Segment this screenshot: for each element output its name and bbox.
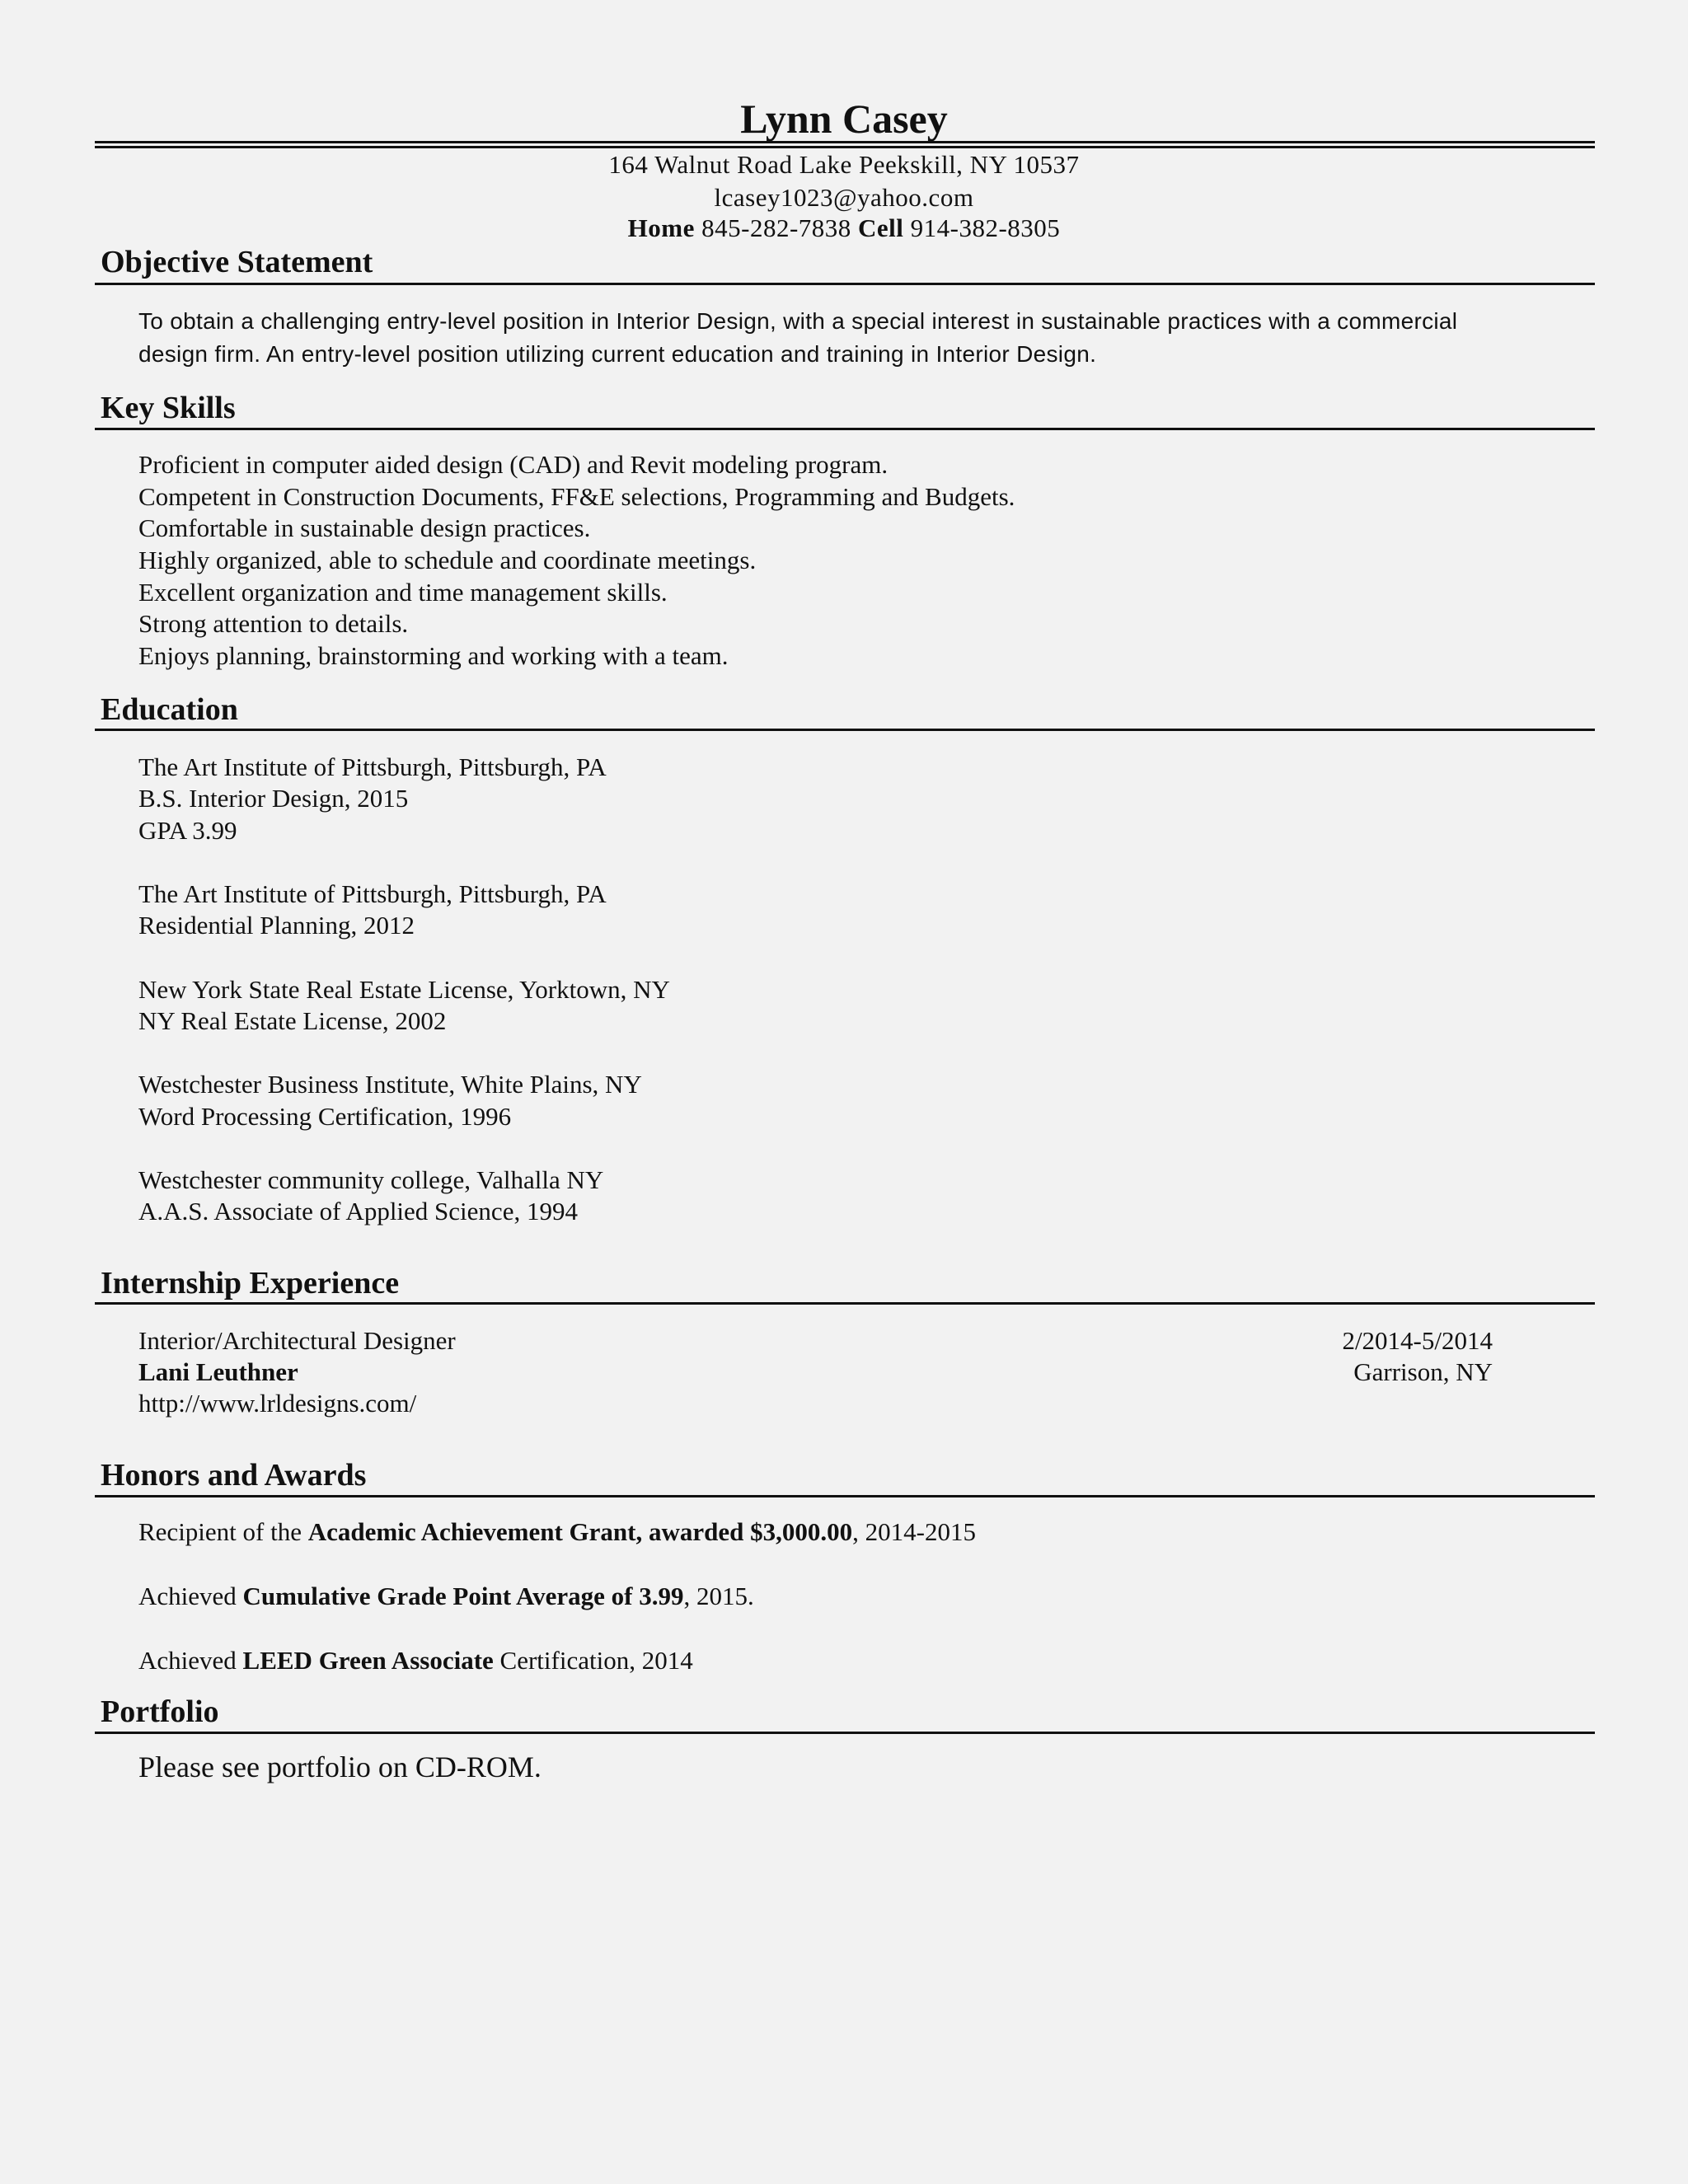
award-text: Achieved bbox=[138, 1646, 243, 1675]
skill-item: Competent in Construction Documents, FF&E selections, Programming and Budgets. bbox=[138, 482, 1015, 511]
objective-line-2: design firm. An entry-level position utilizing current education and training in Interior Design. bbox=[138, 341, 1097, 367]
award-text: , 2014-2015 bbox=[852, 1517, 976, 1546]
phone-line bbox=[0, 212, 1688, 245]
skill-item: Proficient in computer aided design (CAD) and Revit modeling program. bbox=[138, 450, 889, 479]
education-school: The Art Institute of Pittsburgh, Pittsburgh, PA bbox=[138, 752, 607, 781]
skill-item: Strong attention to details. bbox=[138, 609, 409, 638]
skill-item: Excellent organization and time management skills. bbox=[138, 578, 668, 607]
skills-rule bbox=[95, 428, 1595, 430]
education-gpa: GPA 3.99 bbox=[138, 816, 237, 845]
award-item bbox=[138, 1580, 754, 1612]
education-rule bbox=[95, 729, 1595, 731]
award-highlight: Academic Achievement Grant, awarded $3,000.00 bbox=[307, 1517, 853, 1546]
education-school: New York State Real Estate License, Yorktown, NY bbox=[138, 975, 670, 1004]
objective-heading: Objective Statement bbox=[101, 245, 373, 279]
internship-rule bbox=[95, 1302, 1595, 1305]
internship-location: Garrison, NY bbox=[1353, 1357, 1493, 1386]
education-school: Westchester community college, Valhalla NY bbox=[138, 1165, 604, 1194]
award-text: Recipient of the bbox=[138, 1517, 308, 1546]
award-text: Achieved bbox=[138, 1582, 243, 1610]
portfolio-heading: Portfolio bbox=[101, 1694, 219, 1729]
skills-heading: Key Skills bbox=[101, 391, 236, 425]
home-phone: 845-282-7838 bbox=[701, 213, 851, 242]
education-degree: Word Processing Certification, 1996 bbox=[138, 1102, 512, 1131]
cell-label: Cell bbox=[858, 213, 904, 242]
email-line: lcasey1023@yahoo.com bbox=[714, 183, 974, 212]
skill-item: Comfortable in sustainable design practices. bbox=[138, 513, 591, 542]
skill-item: Highly organized, able to schedule and coordinate meetings. bbox=[138, 546, 757, 574]
address-line: 164 Walnut Road Lake Peekskill, NY 10537 bbox=[608, 150, 1080, 179]
education-degree: Residential Planning, 2012 bbox=[138, 911, 415, 940]
internship-dates: 2/2014-5/2014 bbox=[1342, 1326, 1493, 1355]
award-highlight: Cumulative Grade Point Average of 3.99 bbox=[242, 1582, 684, 1610]
education-degree: B.S. Interior Design, 2015 bbox=[138, 784, 409, 813]
education-school: The Art Institute of Pittsburgh, Pittsburgh, PA bbox=[138, 879, 607, 908]
education-heading: Education bbox=[101, 692, 238, 727]
award-item bbox=[138, 1644, 693, 1676]
portfolio-rule bbox=[95, 1732, 1595, 1734]
objective-rule bbox=[95, 283, 1595, 285]
internship-employer: Lani Leuthner bbox=[138, 1357, 298, 1386]
internship-title: Interior/Architectural Designer bbox=[138, 1326, 456, 1355]
education-degree: A.A.S. Associate of Applied Science, 1994 bbox=[138, 1197, 578, 1226]
internship-url: http://www.lrldesigns.com/ bbox=[138, 1389, 417, 1418]
home-label: Home bbox=[627, 213, 695, 242]
honors-heading: Honors and Awards bbox=[101, 1458, 367, 1493]
honors-rule bbox=[95, 1495, 1595, 1497]
cell-phone: 914-382-8305 bbox=[910, 213, 1061, 242]
skill-item: Enjoys planning, brainstorming and working with a team. bbox=[138, 641, 729, 670]
education-school: Westchester Business Institute, White Plains, NY bbox=[138, 1070, 642, 1099]
header-double-rule bbox=[95, 141, 1595, 148]
portfolio-text: Please see portfolio on CD-ROM. bbox=[138, 1750, 542, 1783]
internship-heading: Internship Experience bbox=[101, 1266, 400, 1301]
award-item bbox=[138, 1516, 976, 1548]
education-degree: NY Real Estate License, 2002 bbox=[138, 1006, 447, 1035]
award-text: , 2015. bbox=[683, 1582, 754, 1610]
award-highlight: LEED Green Associate bbox=[242, 1646, 494, 1675]
resume-name: Lynn Casey bbox=[740, 96, 948, 142]
award-text: Certification, 2014 bbox=[493, 1646, 693, 1675]
objective-line-1: To obtain a challenging entry-level position in Interior Design, with a special interest in sustainable practices with a commercial bbox=[138, 308, 1458, 334]
